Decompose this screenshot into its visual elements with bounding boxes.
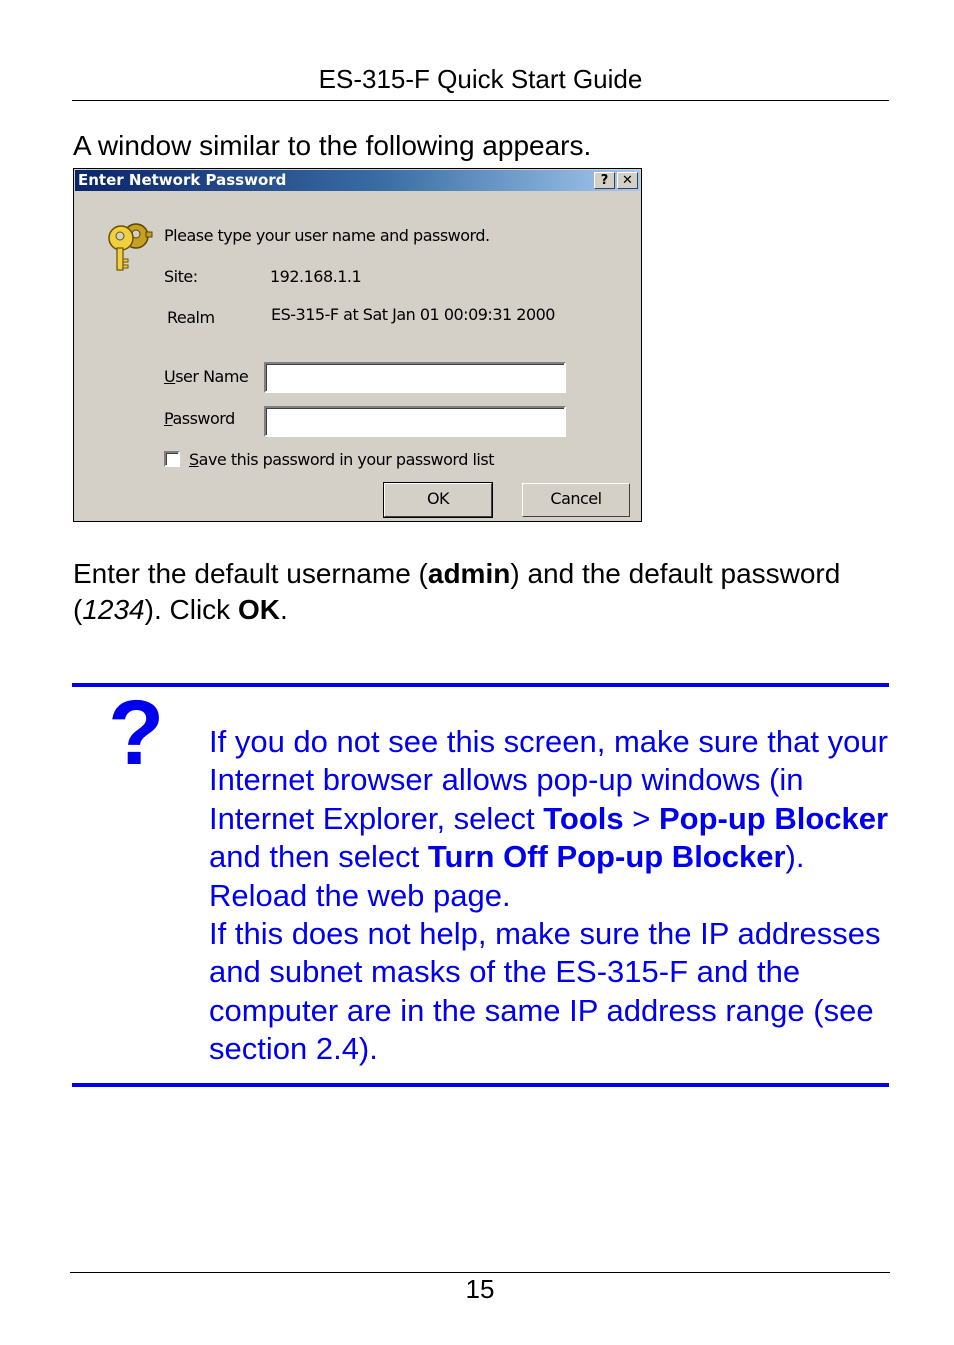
username-label-accel: U bbox=[164, 367, 176, 386]
save-password-label[interactable] bbox=[189, 450, 494, 470]
note-tools: Tools bbox=[543, 800, 624, 836]
dialog-title: Enter Network Password bbox=[78, 171, 287, 189]
network-password-dialog bbox=[73, 168, 642, 522]
note-p1-a: If you do not see this screen, make sure that your Internet browser allows pop-up windows (in Internet Explorer, select bbox=[209, 724, 888, 836]
page-number: 15 bbox=[465, 1274, 495, 1304]
instruction-paragraph bbox=[73, 556, 893, 628]
save-label-rest: ave this password in your password list bbox=[198, 450, 494, 469]
note-turn-off: Turn Off Pop-up Blocker bbox=[427, 839, 786, 875]
page-footer bbox=[70, 1272, 890, 1304]
intro-text: A window similar to the following appears. bbox=[73, 130, 592, 161]
note-p1-c: ). Reload the web page. bbox=[209, 839, 805, 913]
instruction-text-4: . bbox=[279, 594, 288, 625]
username-label bbox=[164, 367, 248, 387]
keys-icon bbox=[104, 219, 154, 273]
site-label: Site: bbox=[164, 267, 198, 286]
close-button[interactable]: ✕ bbox=[617, 172, 638, 189]
default-username: admin bbox=[427, 558, 511, 589]
site-value: 192.168.1.1 bbox=[270, 267, 362, 286]
dialog-titlebar bbox=[75, 170, 640, 191]
instruction-text-3: ). Click bbox=[144, 594, 238, 625]
note-text bbox=[209, 723, 889, 1069]
username-input[interactable] bbox=[264, 362, 566, 393]
instruction-text-1: Enter the default username ( bbox=[73, 558, 428, 589]
save-password-checkbox[interactable] bbox=[164, 451, 180, 467]
password-label-rest: assword bbox=[172, 409, 235, 428]
default-password: 1234 bbox=[82, 594, 145, 625]
cancel-button[interactable]: Cancel bbox=[522, 483, 630, 517]
password-input[interactable] bbox=[264, 406, 566, 437]
ok-button[interactable]: OK bbox=[384, 483, 492, 517]
note-paragraph-1 bbox=[209, 723, 889, 915]
realm-value: ES-315-F at Sat Jan 01 00:09:31 2000 bbox=[271, 305, 555, 324]
password-label bbox=[164, 409, 235, 429]
instruction-text-2: ) and the default password ( bbox=[73, 558, 841, 625]
page-header bbox=[72, 62, 889, 101]
question-mark-icon: ? bbox=[108, 682, 165, 784]
realm-label: Realm bbox=[167, 308, 215, 327]
password-label-accel: P bbox=[164, 409, 173, 428]
note-p1-b: and then select bbox=[209, 839, 428, 875]
help-button[interactable]: ? bbox=[594, 172, 615, 189]
note-box bbox=[72, 683, 889, 1087]
note-popup-blocker: Pop-up Blocker bbox=[659, 800, 889, 836]
header-title: ES-315-F Quick Start Guide bbox=[318, 64, 643, 94]
username-label-rest: ser Name bbox=[175, 367, 249, 386]
note-gt: > bbox=[623, 800, 659, 836]
dialog-prompt: Please type your user name and password. bbox=[164, 226, 490, 245]
save-label-accel: S bbox=[189, 450, 199, 469]
ok-reference: OK bbox=[237, 594, 280, 625]
note-paragraph-2: If this does not help, make sure the IP addresses and subnet masks of the ES-315-F and the computer are in the same IP address range (see section 2.4). bbox=[209, 916, 881, 1067]
